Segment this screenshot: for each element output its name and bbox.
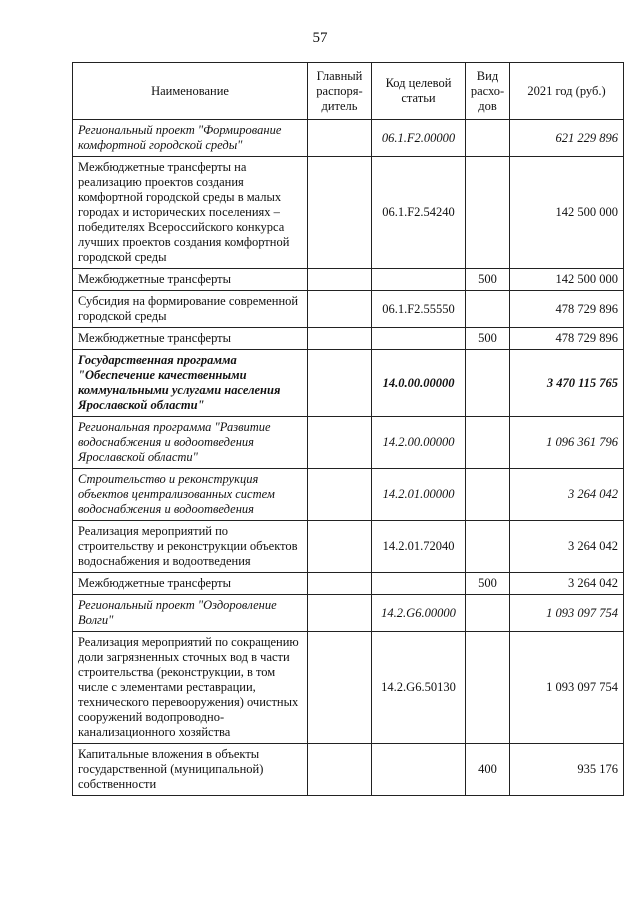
table-row — [73, 632, 624, 744]
row-code-cell: 14.2.01.00000 — [372, 469, 466, 521]
table-row — [73, 573, 624, 595]
budget-table — [72, 62, 624, 796]
row-type-cell: 500 — [466, 573, 510, 595]
row-type-cell — [466, 291, 510, 328]
row-manager-cell — [308, 521, 372, 573]
row-name-cell: Государственная программа "Обеспечение качественными коммунальными услугами населения Ярославской области" — [73, 350, 308, 417]
row-manager-cell — [308, 157, 372, 269]
header-name: Наименование — [73, 63, 308, 120]
row-manager-cell — [308, 469, 372, 521]
row-code-cell: 14.2.00.00000 — [372, 417, 466, 469]
row-amount-cell: 935 176 — [510, 744, 624, 796]
row-code-cell: 06.1.F2.55550 — [372, 291, 466, 328]
row-manager-cell — [308, 120, 372, 157]
row-name-cell: Реализация мероприятий по сокращению доли загрязненных сточных вод в части строительства (реконструкции, в том числе с элементами реставрации, технического перевооружения) очистных сооружений водопроводно-канализационного хозяйства — [73, 632, 308, 744]
row-code-cell: 06.1.F2.54240 — [372, 157, 466, 269]
row-name-cell: Межбюджетные трансферты на реализацию проектов создания комфортной городской среды в малых городах и исторических поселениях – победителях Всероссийского конкурса лучших проектов создания комфортной городской среды — [73, 157, 308, 269]
row-name-cell: Реализация мероприятий по строительству и реконструкции объектов водоснабжения и водоотведения — [73, 521, 308, 573]
row-amount-cell: 3 264 042 — [510, 521, 624, 573]
page-number: 57 — [312, 30, 328, 46]
table-header-row — [73, 63, 624, 120]
row-amount-cell: 3 264 042 — [510, 469, 624, 521]
row-code-cell — [372, 269, 466, 291]
row-amount-cell: 1 093 097 754 — [510, 632, 624, 744]
row-name-cell: Региональный проект "Формирование комфортной городской среды" — [73, 120, 308, 157]
row-name-cell: Капитальные вложения в объекты государственной (муниципальной) собственности — [73, 744, 308, 796]
row-code-cell: 06.1.F2.00000 — [372, 120, 466, 157]
row-code-cell: 14.2.01.72040 — [372, 521, 466, 573]
row-amount-cell: 1 096 361 796 — [510, 417, 624, 469]
table-row — [73, 744, 624, 796]
row-name-cell: Строительство и реконструкция объектов централизованных систем водоснабжения и водоотведения — [73, 469, 308, 521]
table-row — [73, 269, 624, 291]
row-manager-cell — [308, 417, 372, 469]
table-row — [73, 521, 624, 573]
row-name-cell: Региональная программа "Развитие водоснабжения и водоотведения Ярославской области" — [73, 417, 308, 469]
row-code-cell — [372, 744, 466, 796]
row-type-cell: 500 — [466, 328, 510, 350]
row-type-cell — [466, 595, 510, 632]
row-amount-cell: 1 093 097 754 — [510, 595, 624, 632]
row-amount-cell: 142 500 000 — [510, 157, 624, 269]
table-row — [73, 417, 624, 469]
row-manager-cell — [308, 595, 372, 632]
row-manager-cell — [308, 328, 372, 350]
row-manager-cell — [308, 269, 372, 291]
row-code-cell: 14.2.G6.50130 — [372, 632, 466, 744]
row-name-cell: Межбюджетные трансферты — [73, 269, 308, 291]
row-name-cell: Субсидия на формирование современной городской среды — [73, 291, 308, 328]
row-amount-cell: 621 229 896 — [510, 120, 624, 157]
row-type-cell — [466, 417, 510, 469]
row-type-cell: 400 — [466, 744, 510, 796]
header-manager: Главный распоря-дитель — [308, 63, 372, 120]
row-manager-cell — [308, 632, 372, 744]
header-code: Код целевой статьи — [372, 63, 466, 120]
row-type-cell — [466, 521, 510, 573]
row-name-cell: Региональный проект "Оздоровление Волги" — [73, 595, 308, 632]
table-row — [73, 328, 624, 350]
row-amount-cell: 478 729 896 — [510, 291, 624, 328]
row-amount-cell: 478 729 896 — [510, 328, 624, 350]
row-type-cell — [466, 157, 510, 269]
header-type: Вид расхо-дов — [466, 63, 510, 120]
row-code-cell — [372, 573, 466, 595]
row-amount-cell: 3 264 042 — [510, 573, 624, 595]
table-row — [73, 120, 624, 157]
row-amount-cell: 142 500 000 — [510, 269, 624, 291]
row-code-cell — [372, 328, 466, 350]
row-type-cell — [466, 120, 510, 157]
table-row — [73, 469, 624, 521]
table-row — [73, 291, 624, 328]
row-manager-cell — [308, 744, 372, 796]
row-manager-cell — [308, 573, 372, 595]
row-type-cell — [466, 469, 510, 521]
table-row — [73, 595, 624, 632]
row-code-cell: 14.2.G6.00000 — [372, 595, 466, 632]
row-code-cell: 14.0.00.00000 — [372, 350, 466, 417]
table-row — [73, 350, 624, 417]
row-type-cell — [466, 350, 510, 417]
row-name-cell: Межбюджетные трансферты — [73, 328, 308, 350]
row-type-cell — [466, 632, 510, 744]
row-manager-cell — [308, 350, 372, 417]
row-type-cell: 500 — [466, 269, 510, 291]
table-row — [73, 157, 624, 269]
header-amount: 2021 год (руб.) — [510, 63, 624, 120]
row-manager-cell — [308, 291, 372, 328]
row-name-cell: Межбюджетные трансферты — [73, 573, 308, 595]
row-amount-cell: 3 470 115 765 — [510, 350, 624, 417]
